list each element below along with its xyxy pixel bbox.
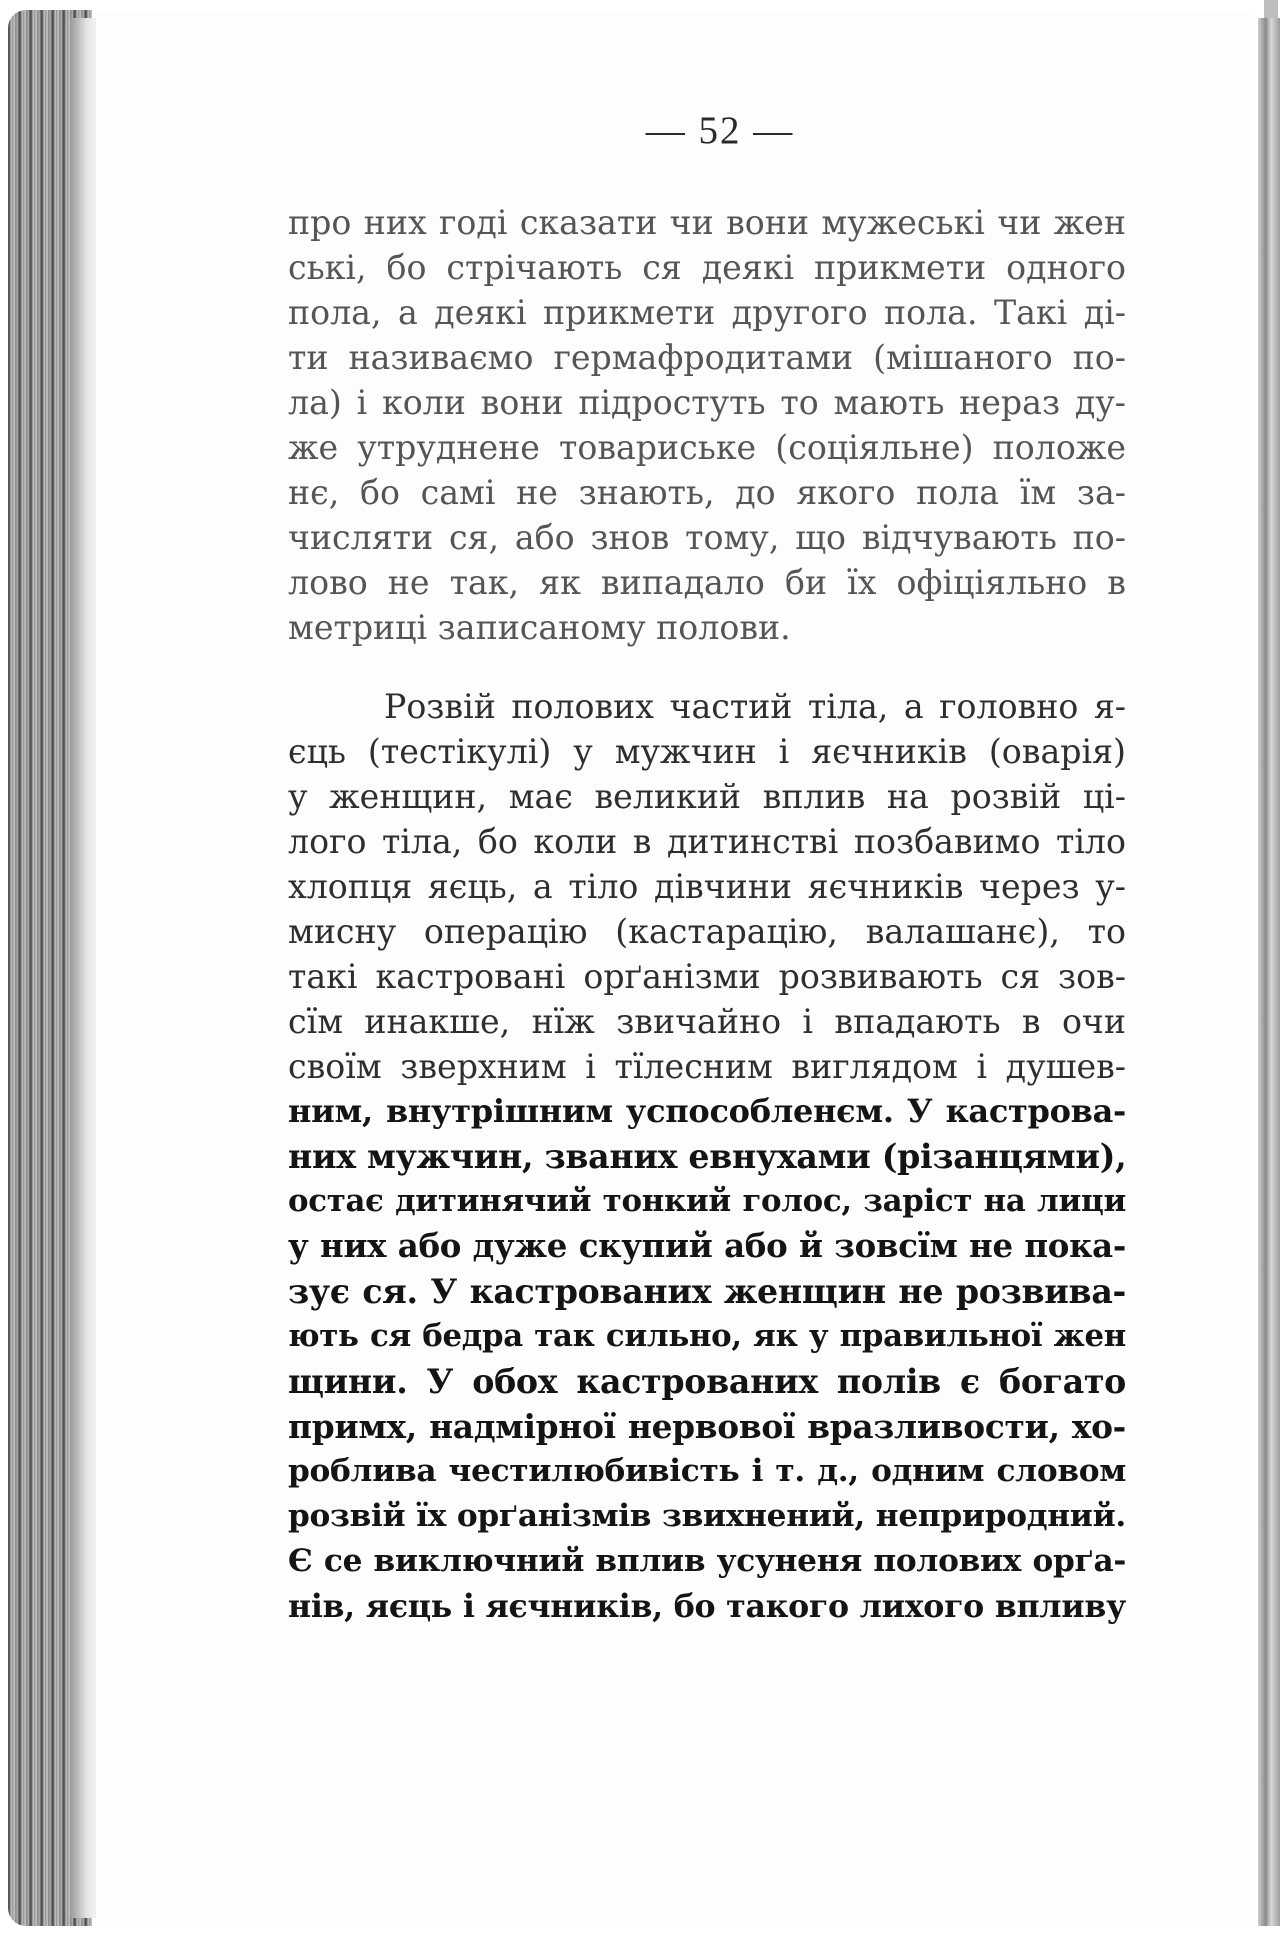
text-line: пола, а деякі прикмети другого пола. Такі ді- (288, 293, 1126, 332)
text-line: роблива честилюбивість і т. д., одним словом (288, 1453, 1126, 1489)
text-line: лого тіла, бо коли в дитинстві позбавимо тіло (288, 822, 1126, 861)
text-line: нів, яєць і яєчників, бо такого лихого впливу (288, 1588, 1126, 1625)
right-page-edge (1258, 18, 1280, 1926)
text-line: зує ся. У кастрованих женщин не розвива- (288, 1272, 1126, 1311)
text-line: Розвій полових частий тіла, а головно я- (384, 687, 1126, 726)
text-line: розвій їх орґанізмів звихнений, неприродний. (288, 1498, 1126, 1534)
text-line: нє, бо самі не знають, до якого пола їм за- (288, 473, 1126, 512)
text-line: ти називаємо гермафродитами (мішаного по- (288, 338, 1126, 377)
text-line: них мужчин, званих евнухами (різанцями), (288, 1137, 1127, 1176)
text-line: про них годі сказати чи вони мужеські чи жен (288, 203, 1126, 242)
text-line: щини. У обох кастрованих полів є богато (288, 1362, 1126, 1401)
text-line: лово не так, як випадало би їх офіціяльно в (288, 563, 1126, 602)
body-text (288, 200, 1126, 1629)
text-line: ла) і коли вони підростуть то мають нераз ду- (288, 383, 1126, 422)
text-line: метриці записаному полови. (288, 608, 791, 647)
text-line: єць (тестікулі) у мужчин і яєчників (оварія) (288, 732, 1126, 771)
text-line: ним, внутрішним успособленєм. У кастрова- (288, 1092, 1126, 1130)
text-line: ські, бо стрічають ся деякі прикмети одного (288, 248, 1126, 287)
page-number: — 52 — (645, 109, 795, 152)
text-line: ють ся бедра так сильно, як у правильної жен (288, 1318, 1126, 1354)
text-line: сїм инакше, нїж звичайно і впадають в очи (288, 1002, 1126, 1041)
text-line: же утруднене товариське (соціяльне) положе (288, 428, 1126, 467)
text-line: мисну операцію (кастарацію, валашанє), то (288, 912, 1126, 951)
text-line: примх, надмірної нервової вразливости, хо- (288, 1407, 1126, 1446)
text-line: числяти ся, або знов тому, що відчувають по- (288, 518, 1126, 557)
text-line: своїм зверхним і тїлесним виглядом і душев- (288, 1047, 1126, 1086)
text-line: Є се виключний вплив усуненя полових орґа- (288, 1543, 1126, 1579)
text-line: хлопця яєць, а тіло дівчини яєчників через у- (288, 867, 1126, 906)
text-line: остає дитинячий тонкий голос, заріст на лици (288, 1183, 1126, 1219)
text-line: у них або дуже скупий або й зовсїм не пока- (288, 1227, 1126, 1265)
paragraph-2 (288, 684, 1126, 1629)
paragraph-1 (288, 200, 1126, 650)
text-line: у женщин, має великий вплив на розвій ці- (288, 777, 1126, 816)
text-line: такі кастровані орґанізми розвивають ся зов- (288, 957, 1126, 996)
page-gutter-shadow (70, 18, 98, 1918)
